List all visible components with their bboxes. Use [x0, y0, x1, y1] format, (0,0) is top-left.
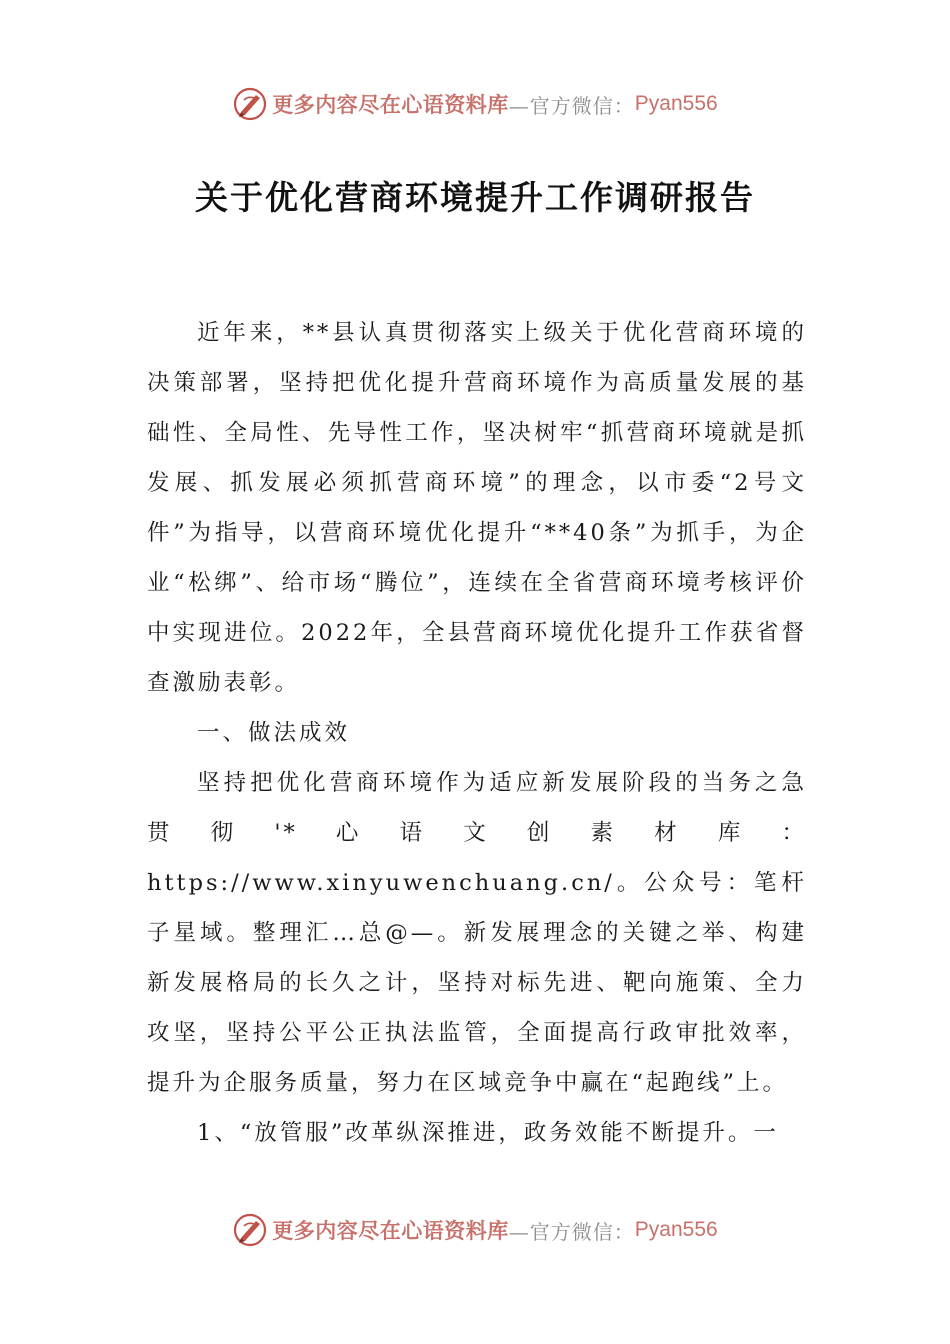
document-title: 关于优化营商环境提升工作调研报告	[195, 178, 755, 217]
document-body	[147, 308, 807, 1158]
pen-logo-icon	[232, 1212, 268, 1248]
pen-logo-icon	[232, 86, 268, 122]
paragraph: 1、“放管服”改革纵深推进，政务效能不断提升。一	[197, 1120, 779, 1146]
banner-wechat-label: —官方微信：	[508, 1219, 635, 1244]
section-heading: 一、做法成效	[197, 720, 351, 746]
header-watermark-banner	[0, 84, 950, 124]
banner-text: 更多内容尽在心语资料库	[272, 1218, 509, 1243]
banner-wechat-label: —官方微信：	[508, 93, 635, 118]
banner-wechat-id: Pyan556	[634, 92, 718, 115]
banner-text: 更多内容尽在心语资料库	[272, 92, 509, 117]
paragraph: 坚持把优化营商环境作为适应新发展阶段的当务之急贯彻'*心语文创素材库：https://www.xinyuwenchuang.cn/。公众号：笔杆子星域。整理汇…总@—。新发展理念的关键之举、构建新发展格局的长久之计，坚持对标先进、靶向施策、全力攻坚，坚持公平公正执法监管，全面提高行政审批效率，提升为企服务质量，努力在区域竞争中赢在“起跑线”上。	[147, 770, 807, 1096]
banner-wechat-id: Pyan556	[634, 1218, 718, 1241]
footer-watermark-banner	[0, 1210, 950, 1250]
paragraph: 近年来，**县认真贯彻落实上级关于优化营商环境的决策部署，坚持把优化提升营商环境作为高质量发展的基础性、全局性、先导性工作，坚决树牢“抓营商环境就是抓发展、抓发展必须抓营商环境”的理念，以市委“2号文件”为指导，以营商环境优化提升“**40条”为抓手，为企业“松绑”、给市场“腾位”，连续在全省营商环境考核评价中实现进位。2022年，全县营商环境优化提升工作获省督查激励表彰。	[147, 320, 807, 696]
